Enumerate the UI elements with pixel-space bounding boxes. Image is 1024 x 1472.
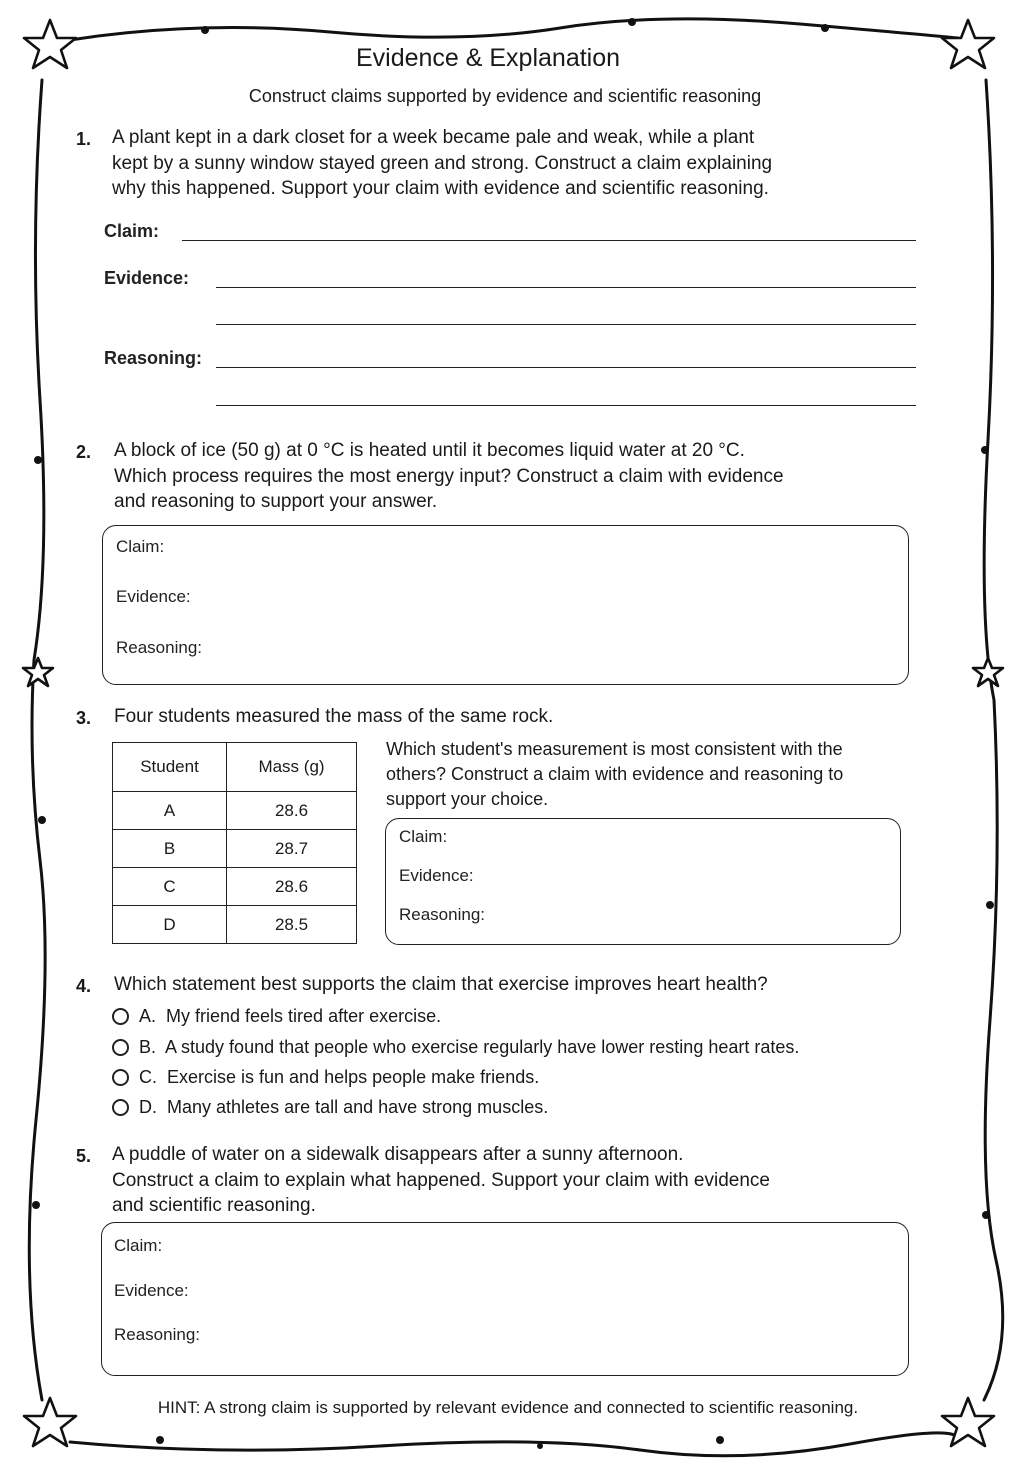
q5-reasoning-label: Reasoning: — [114, 1325, 201, 1344]
q5-evidence-label: Evidence: — [114, 1281, 189, 1300]
table-row — [113, 868, 357, 906]
q4-option-c-text: C. Exercise is fun and helps people make friends. — [139, 1067, 540, 1087]
table-cell-student: C — [113, 868, 227, 906]
table-cell-student: D — [113, 906, 227, 944]
q1-claim-label: Claim: — [104, 221, 160, 241]
q2-answer-box[interactable] — [102, 525, 909, 685]
q1-reasoning-label: Reasoning: — [104, 348, 203, 368]
table-cell-student: B — [113, 830, 227, 868]
q5-answer-box[interactable] — [101, 1222, 909, 1376]
q2-evidence-label: Evidence: — [116, 587, 191, 606]
radio-circle-icon[interactable] — [112, 1069, 129, 1086]
question-4-number: 4. — [76, 976, 92, 996]
q5-claim-label: Claim: — [114, 1236, 163, 1255]
question-3-text: Four students measured the mass of the same rock. — [114, 706, 554, 727]
table-header-mass: Mass (g) — [227, 743, 357, 792]
q1-evidence-label: Evidence: — [104, 268, 190, 288]
q4-option-d[interactable] — [112, 1097, 548, 1118]
q2-reasoning-label: Reasoning: — [116, 638, 203, 657]
q1-claim-answer-line[interactable] — [182, 240, 916, 241]
table-header-student: Student — [113, 743, 227, 792]
q4-option-d-text: D. Many athletes are tall and have strong muscles. — [139, 1097, 549, 1117]
mass-table — [112, 742, 357, 944]
table-cell-mass: 28.5 — [227, 906, 357, 944]
q4-option-a[interactable] — [112, 1006, 441, 1027]
q2-claim-label: Claim: — [116, 537, 165, 556]
q1-reasoning-answer-line[interactable] — [216, 367, 916, 368]
radio-circle-icon[interactable] — [112, 1008, 129, 1025]
question-1-number: 1. — [76, 129, 92, 149]
radio-circle-icon[interactable] — [112, 1039, 129, 1056]
q1-evidence-answer-line[interactable] — [216, 287, 916, 288]
table-cell-mass: 28.7 — [227, 830, 357, 868]
question-3-number: 3. — [76, 708, 92, 728]
q4-option-a-text: A. My friend feels tired after exercise. — [139, 1006, 442, 1026]
table-cell-student: A — [113, 792, 227, 830]
radio-circle-icon[interactable] — [112, 1099, 129, 1116]
question-3-side-text: Which student's measurement is most consistent with the others? Construct a claim with evidence and reasoning to support your choice. — [386, 739, 844, 809]
q4-option-b-text: B. A study found that people who exercise regularly have lower resting heart rates. — [139, 1037, 800, 1057]
table-row — [113, 906, 357, 944]
q1-evidence-answer-line-2[interactable] — [216, 324, 916, 325]
table-cell-mass: 28.6 — [227, 792, 357, 830]
question-5-number: 5. — [76, 1146, 92, 1166]
question-2-text: A block of ice (50 g) at 0 °C is heated until it becomes liquid water at 20 °C. Which process requires the most energy input? Construct a claim with evidence and reasoning to support your answer. — [114, 440, 784, 512]
q4-option-b[interactable] — [112, 1037, 799, 1058]
table-row — [113, 830, 357, 868]
table-header-row — [113, 743, 357, 792]
question-4-text: Which statement best supports the claim that exercise improves heart health? — [114, 974, 768, 995]
q1-reasoning-answer-line-2[interactable] — [216, 405, 916, 406]
question-2-number: 2. — [76, 442, 92, 462]
q3-claim-label: Claim: — [399, 827, 448, 846]
page-subtitle: Construct claims supported by evidence and scientific reasoning — [248, 86, 762, 106]
hint-text: HINT: A strong claim is supported by relevant evidence and connected to scientific reasoning. — [157, 1398, 859, 1417]
q3-reasoning-label: Reasoning: — [399, 905, 486, 924]
star-icon — [973, 658, 1003, 686]
q4-option-c[interactable] — [112, 1067, 539, 1088]
page-title: Evidence & Explanation — [355, 44, 621, 72]
star-icon — [23, 658, 53, 686]
table-row — [113, 792, 357, 830]
q3-evidence-label: Evidence: — [399, 866, 474, 885]
question-5-text: A puddle of water on a sidewalk disappears after a sunny afternoon. Construct a claim to explain what happened. Support your claim with evidence and scientific reasoning. — [112, 1144, 770, 1216]
question-1-text: A plant kept in a dark closet for a week became pale and weak, while a plant kept by a sunny window stayed green and strong. Construct a claim explaining why this happened. Support your claim with evidence and scientific reasoning. — [112, 127, 773, 199]
table-cell-mass: 28.6 — [227, 868, 357, 906]
